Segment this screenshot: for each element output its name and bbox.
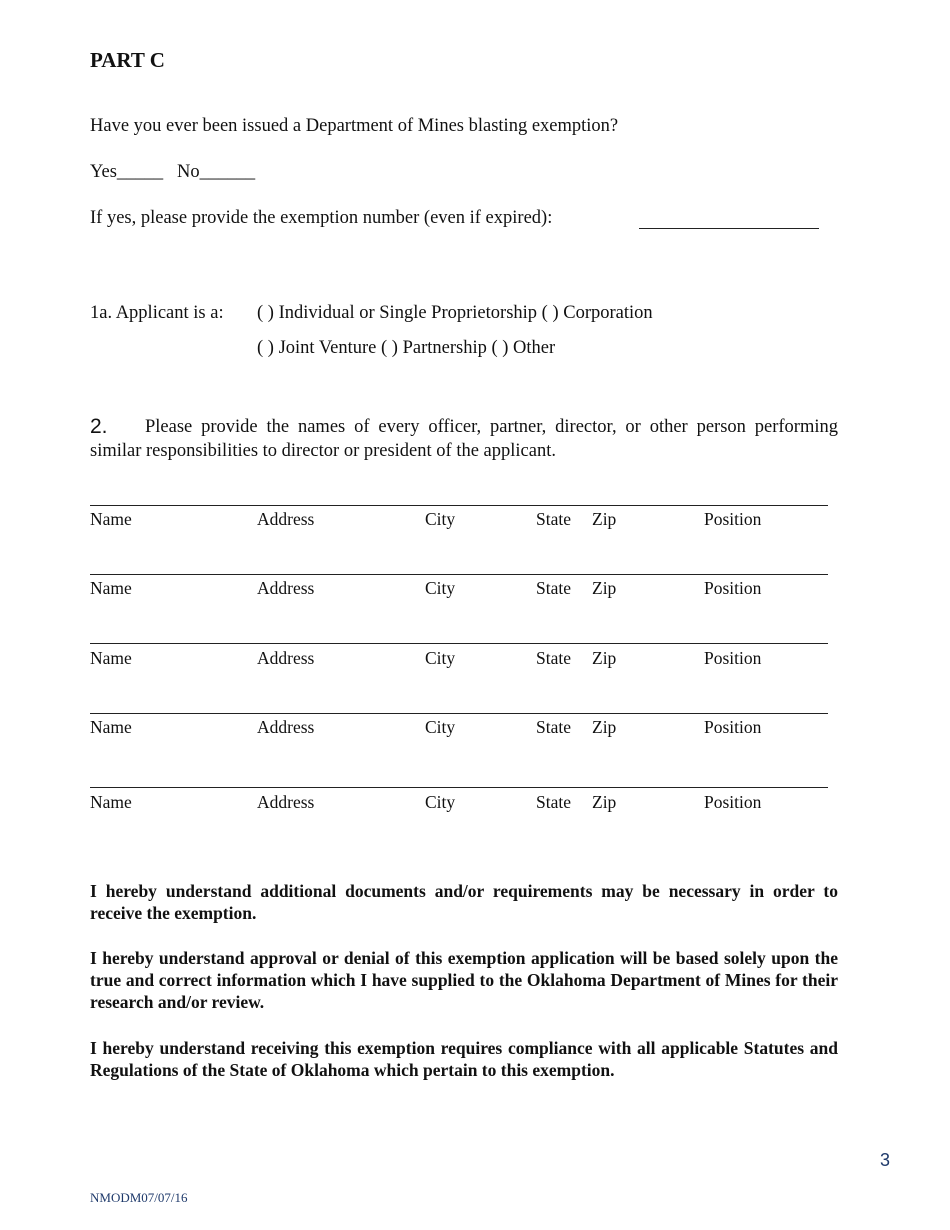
officer-col-position: Position [704, 578, 762, 598]
page-title: PART C [90, 48, 165, 72]
officer-col-zip: Zip [592, 509, 617, 529]
officer-col-zip: Zip [592, 578, 617, 598]
officer-col-state: State [536, 578, 571, 598]
officer-col-state: State [536, 509, 571, 529]
exemption-number-field[interactable] [639, 228, 819, 229]
applicant-type-label: 1a. Applicant is a: [90, 303, 224, 323]
acknowledgement-statement-documents: I hereby understand additional documents and/or requirements may be necessary in order to receive the exemption. [90, 881, 838, 923]
officer-col-city: City [425, 578, 456, 598]
officer-entry-line[interactable] [90, 787, 828, 788]
officer-col-state: State [536, 792, 571, 812]
section-2-instructions: Please provide the names of every officer, partner, director, or other person performing similar responsibilities to director or president of the applicant. [90, 417, 838, 461]
officer-col-city: City [425, 648, 456, 668]
officer-col-name: Name [90, 509, 132, 529]
officer-entry-line[interactable] [90, 643, 828, 644]
officer-col-address: Address [257, 717, 315, 737]
officer-col-zip: Zip [592, 717, 617, 737]
officer-col-name: Name [90, 792, 132, 812]
officer-entry-line[interactable] [90, 713, 828, 714]
officer-entry-line[interactable] [90, 505, 828, 506]
page-number: 3 [880, 1150, 891, 1170]
officer-col-state: State [536, 648, 571, 668]
officer-col-address: Address [257, 792, 315, 812]
applicant-type-options-line2[interactable]: ( ) Joint Venture ( ) Partnership ( ) Other [257, 338, 556, 358]
exemption-number-prompt: If yes, please provide the exemption number (even if expired): [90, 208, 553, 228]
officer-col-city: City [425, 509, 456, 529]
officer-col-position: Position [704, 509, 762, 529]
exemption-question: Have you ever been issued a Department of Mines blasting exemption? [90, 116, 619, 136]
form-code: NMODM07/07/16 [90, 1190, 188, 1205]
applicant-type-options-line1[interactable]: ( ) Individual or Single Proprietorship ( ) Corporation [257, 303, 653, 323]
officer-col-address: Address [257, 578, 315, 598]
officer-col-city: City [425, 717, 456, 737]
officer-col-name: Name [90, 578, 132, 598]
acknowledgement-statement-compliance: I hereby understand receiving this exemption requires compliance with all applicable Statutes and Regulations of the State of Oklahoma which pertain to this exemption. [90, 1038, 838, 1080]
yes-no-answer-blanks[interactable]: Yes_____ No______ [90, 162, 256, 182]
officer-col-address: Address [257, 509, 315, 529]
acknowledgement-statement-approval: I hereby understand approval or denial of this exemption application will be based solely upon the true and correct information which I have supplied to the Oklahoma Department of Mines for their research and/or review. [90, 948, 838, 1012]
officer-entry-line[interactable] [90, 574, 828, 575]
officer-col-name: Name [90, 648, 132, 668]
officer-col-city: City [425, 792, 456, 812]
section-2-number: 2. [90, 415, 108, 438]
officer-col-address: Address [257, 648, 315, 668]
officer-col-position: Position [704, 648, 762, 668]
officer-col-name: Name [90, 717, 132, 737]
officer-col-position: Position [704, 792, 762, 812]
officer-col-state: State [536, 717, 571, 737]
officer-col-position: Position [704, 717, 762, 737]
officer-col-zip: Zip [592, 648, 617, 668]
officer-col-zip: Zip [592, 792, 617, 812]
